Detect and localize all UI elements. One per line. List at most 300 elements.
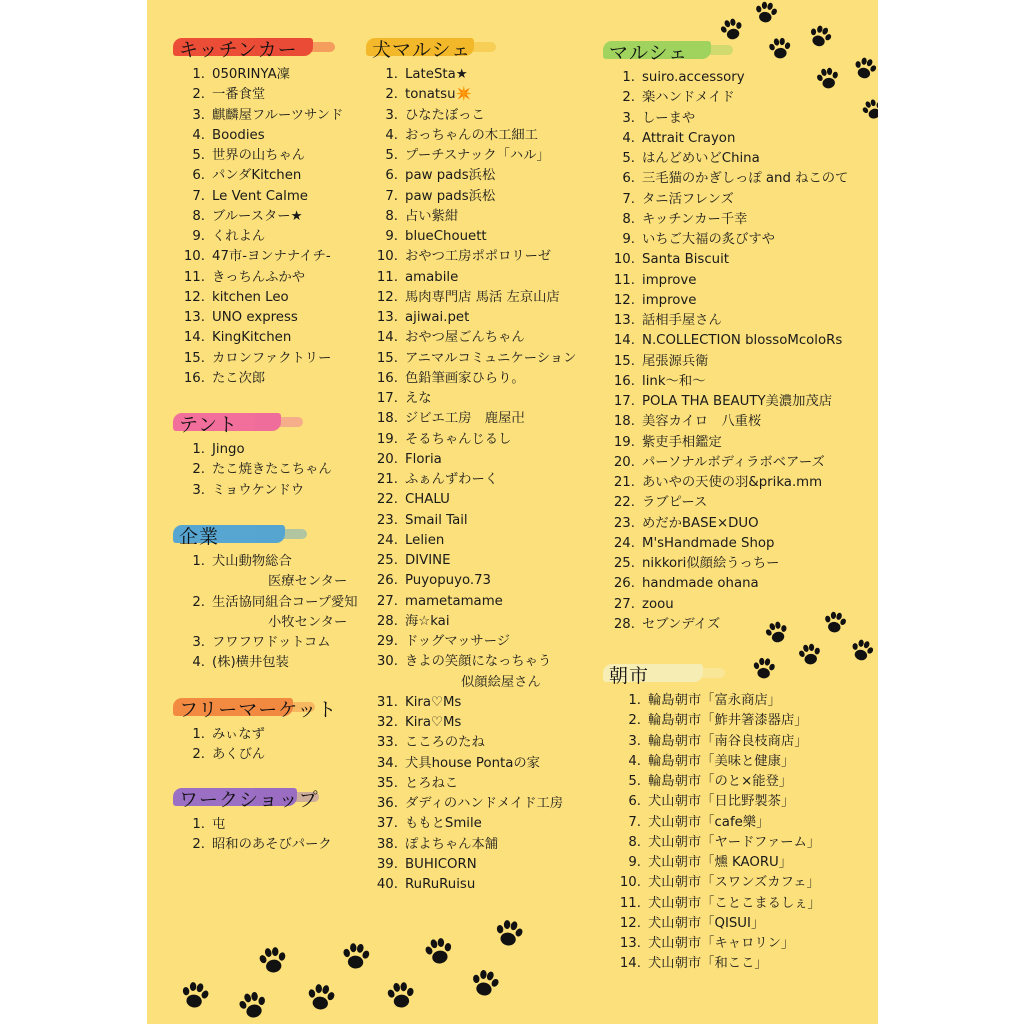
list-item: [609, 250, 848, 270]
list-item: [372, 693, 576, 713]
list-item: [372, 713, 576, 733]
item-text: paw pads浜松: [405, 168, 496, 184]
item-text: Kira♡Ms: [405, 694, 462, 710]
company-list: [179, 552, 358, 674]
item-number: 1.: [192, 727, 205, 742]
section-heading: [179, 781, 332, 815]
item-number: 7.: [628, 814, 641, 830]
item-number: 2.: [622, 90, 635, 106]
paw-print-icon: [751, 0, 781, 28]
item-text: プーチスナック「ハル」: [405, 148, 550, 163]
item-number: 25.: [613, 556, 635, 571]
item-text: M'sHandmade Shop: [642, 535, 775, 551]
item-text: Boodies: [212, 127, 265, 143]
item-text: ダディのハンドメイド工房: [405, 796, 564, 811]
item-number: 25.: [376, 553, 398, 568]
list-item: [179, 815, 332, 835]
section-company: [179, 518, 358, 674]
paw-print-icon: [846, 635, 878, 667]
section-title: 企業: [179, 525, 220, 548]
paw-print-icon: [490, 915, 527, 952]
item-number: 9.: [192, 229, 205, 244]
item-number: 1.: [192, 817, 205, 832]
section-title: フリーマーケット: [179, 698, 338, 721]
list-item: [615, 752, 821, 772]
item-text: 輪島朝市「美味と健康」: [648, 753, 795, 769]
item-text: RuRuRuisu: [405, 877, 476, 892]
item-number: 12.: [619, 915, 641, 931]
item-text: おやつ屋ごんちゃん: [405, 330, 525, 346]
item-number: 30.: [376, 654, 398, 670]
list-item: [609, 352, 848, 372]
list-item: [372, 774, 576, 794]
item-text: カロンファクトリー: [212, 350, 332, 366]
list-item: [609, 129, 848, 149]
list-item: [372, 106, 576, 126]
section-title: マルシェ: [609, 41, 689, 64]
section-flea-market: [179, 691, 337, 766]
item-text: Smail Tail: [405, 512, 468, 528]
item-text: 犬山朝市「cafe樂」: [648, 814, 770, 830]
list-item: [609, 230, 848, 250]
list-item: [615, 813, 821, 833]
item-text: 馬肉専門店 馬活 左京山店: [405, 289, 560, 305]
paw-print-icon: [255, 943, 291, 979]
item-number: 21.: [376, 472, 398, 487]
item-number: 27.: [613, 596, 635, 612]
list-item: [179, 146, 343, 166]
item-text: Kira♡Ms: [405, 715, 462, 730]
item-text: improve: [642, 272, 697, 288]
item-text: 世界の山ちゃん: [212, 148, 306, 163]
poster: [147, 0, 878, 1024]
item-number: 35.: [376, 775, 398, 791]
item-text: アニマルコミュニケーション: [405, 350, 577, 366]
item-number: 4.: [192, 655, 205, 671]
workshop-list: [179, 815, 332, 856]
item-number: 5.: [628, 774, 641, 789]
paw-print-icon: [466, 965, 504, 1003]
list-item: [615, 833, 821, 853]
item-number: 37.: [376, 816, 398, 832]
list-item: [372, 632, 576, 652]
list-item: [372, 490, 576, 510]
list-item: [609, 311, 848, 331]
list-item: [179, 227, 343, 247]
list-item: [609, 534, 848, 554]
list-item: [609, 514, 848, 534]
list-item: [179, 481, 332, 501]
item-number: 8.: [628, 834, 641, 850]
item-text: amabile: [405, 269, 459, 285]
item-number: 33.: [376, 735, 398, 751]
item-number: 26.: [613, 576, 635, 592]
list-item: [609, 412, 848, 432]
item-number: 10.: [183, 249, 205, 265]
item-text: 楽ハンドメイド: [642, 90, 735, 106]
list-item: [179, 552, 358, 593]
item-number: 24.: [613, 535, 635, 551]
list-item: [615, 934, 821, 954]
item-text: タニ活フレンズ: [642, 191, 734, 207]
list-item: [179, 207, 343, 227]
list-item: [372, 85, 576, 105]
item-text: suiro.accessory: [642, 70, 745, 85]
list-item: [372, 835, 576, 855]
list-item: [372, 733, 576, 753]
item-number: 13.: [619, 936, 641, 951]
paw-print-icon: [766, 35, 794, 63]
item-text: くれよん: [212, 229, 266, 244]
item-number: 26.: [376, 573, 398, 589]
list-item: [372, 794, 576, 814]
item-text: improve: [642, 292, 697, 308]
list-item: [179, 126, 343, 146]
item-text: 輪島朝市「富永商店」: [648, 693, 781, 708]
list-item: [609, 392, 848, 412]
section-asaichi: [609, 657, 821, 975]
list-item: [179, 633, 358, 653]
list-item: [609, 291, 848, 311]
item-text: 犬山朝市「日比野製茶」: [648, 794, 795, 810]
item-text: mametamame: [405, 593, 503, 609]
list-item: [615, 792, 821, 812]
list-item: [179, 268, 343, 288]
item-text: セブンデイズ: [642, 616, 721, 632]
item-number: 18.: [376, 411, 398, 427]
list-item: [372, 531, 576, 551]
item-text: はんどめいどChina: [642, 151, 760, 166]
list-item: [179, 725, 337, 745]
item-text: 犬山朝市「QISUI」: [648, 915, 765, 931]
section-heading: [372, 31, 576, 65]
item-number: 40.: [376, 877, 398, 892]
item-text: たこ焼きたこちゃん: [212, 462, 332, 478]
item-number: 5.: [192, 148, 205, 163]
list-item: [179, 65, 343, 85]
list-item: [372, 328, 576, 348]
item-number: 19.: [613, 434, 635, 450]
item-number: 22.: [613, 495, 635, 511]
item-text: キッチンカー千幸: [642, 211, 748, 227]
item-text: 050RINYA凜: [212, 67, 290, 82]
paw-print-icon: [420, 933, 457, 970]
item-number: 7.: [385, 188, 398, 204]
list-item: [615, 954, 821, 974]
item-number: 3.: [192, 107, 205, 123]
item-number: 8.: [622, 211, 635, 227]
item-number: 20.: [376, 451, 398, 467]
item-text: おやつ工房ポポロリーゼ: [405, 249, 551, 265]
item-text: UNO express: [212, 310, 298, 325]
item-number: 1.: [622, 70, 635, 85]
item-number: 10.: [613, 252, 635, 268]
list-item: [615, 732, 821, 752]
item-text: 犬具house Pontaの家: [405, 755, 540, 771]
item-text: kitchen Leo: [212, 289, 289, 305]
item-number: 5.: [385, 148, 398, 163]
item-text: nikkori似顔絵うっちー: [642, 556, 780, 571]
item-number: 3.: [192, 482, 205, 498]
item-number: 22.: [376, 492, 398, 508]
item-number: 27.: [376, 593, 398, 609]
item-text: KingKitchen: [212, 330, 292, 346]
item-text: DIVINE: [405, 553, 451, 568]
list-item: [179, 308, 343, 328]
list-item: [609, 88, 848, 108]
item-text: ミョウケンドウ: [212, 482, 305, 498]
item-number: 14.: [183, 330, 205, 346]
item-text: 屯: [212, 817, 226, 832]
item-number: 28.: [376, 613, 398, 629]
item-text: しーまや: [642, 110, 696, 126]
item-text: めだかBASE×DUO: [642, 515, 759, 531]
item-text: あくびん: [212, 747, 266, 763]
item-text: そるちゃんじるし: [405, 431, 512, 447]
item-number: 18.: [613, 414, 635, 430]
item-text: 色鉛筆画家ひらり。: [405, 370, 525, 386]
list-item: [372, 247, 576, 267]
item-text: ふぁんずわーく: [405, 472, 499, 487]
section-kitchen-car: [179, 31, 343, 389]
section-inu-marche: [372, 31, 576, 895]
list-item: [372, 511, 576, 531]
item-text: パーソナルボディラボベアーズ: [642, 454, 825, 470]
item-number: 13.: [183, 310, 205, 325]
item-text: Lelien: [405, 532, 445, 548]
item-text: link〜和〜: [642, 373, 706, 389]
section-heading: [179, 31, 343, 65]
paw-print-icon: [750, 655, 778, 683]
item-number: 6.: [192, 168, 205, 184]
section-heading: [179, 691, 337, 725]
kitchen-car-list: [179, 65, 343, 389]
list-item: [372, 126, 576, 146]
list-item: [179, 85, 343, 105]
paw-print-icon: [795, 640, 825, 670]
item-text: ジビエ工房 鹿屋卍: [405, 411, 525, 427]
section-title: 朝市: [609, 664, 650, 687]
list-item: [179, 460, 332, 480]
list-item: [179, 288, 343, 308]
list-item: [179, 440, 332, 460]
list-item: [372, 207, 576, 227]
item-text: ajiwai.pet: [405, 310, 470, 325]
item-number: 28.: [613, 616, 635, 632]
list-item: [179, 328, 343, 348]
item-number: 2.: [192, 87, 205, 103]
list-item: [372, 268, 576, 288]
list-item: [372, 65, 576, 85]
list-item: [372, 227, 576, 247]
item-text: 海☆kai: [405, 613, 450, 629]
list-item: [372, 308, 576, 328]
item-text: POLA THA BEAUTY美濃加茂店: [642, 394, 833, 409]
list-item: [179, 349, 343, 369]
item-number: 2.: [192, 837, 205, 853]
item-text: あいやの天使の羽&prika.mm: [642, 475, 823, 490]
paw-print-icon: [339, 940, 374, 975]
item-number: 9.: [628, 855, 641, 870]
item-text: handmade ohana: [642, 576, 759, 592]
item-text: ぽよちゃん本舗: [405, 836, 499, 852]
item-number: 11.: [183, 269, 205, 285]
list-item: [615, 772, 821, 792]
list-item: [372, 146, 576, 166]
item-text: 話相手屋さん: [642, 313, 722, 328]
list-item: [372, 612, 576, 632]
item-number: 10.: [376, 249, 398, 265]
item-text: きよの笑顔になっちゃう: [405, 654, 552, 670]
item-number: 21.: [613, 475, 635, 490]
list-item: [179, 187, 343, 207]
item-text: 生活協同組合コープ愛知: [212, 594, 358, 610]
list-item: [615, 711, 821, 731]
item-text: 紫吏手相鑑定: [642, 434, 722, 450]
item-text: みぃなず: [212, 727, 265, 742]
item-number: 9.: [385, 229, 398, 244]
item-number: 3.: [628, 733, 641, 749]
item-number: 16.: [376, 370, 398, 386]
item-number: 6.: [385, 168, 398, 184]
item-text: たこ次郎: [212, 370, 266, 386]
item-text: 昭和のあそびパーク: [212, 837, 332, 853]
item-text: paw pads浜松: [405, 188, 496, 204]
item-number: 23.: [376, 512, 398, 528]
section-heading: [609, 657, 821, 691]
item-text: 犬山朝市「ヤードファーム」: [648, 834, 821, 850]
item-text: ドッグマッサージ: [405, 634, 511, 649]
flea-market-list: [179, 725, 337, 766]
list-item: [179, 247, 343, 267]
item-number: 2.: [385, 87, 398, 103]
list-item: [609, 149, 848, 169]
list-item: [609, 554, 848, 574]
item-number: 13.: [613, 313, 635, 328]
item-number: 2.: [192, 594, 205, 610]
item-number: 11.: [376, 269, 398, 285]
item-number: 29.: [376, 634, 398, 649]
list-item: [615, 691, 821, 711]
item-number: 16.: [183, 370, 205, 386]
item-number: 14.: [619, 956, 641, 972]
item-text: 尾張源兵衛: [642, 353, 709, 369]
item-text-continued: 小牧センター: [268, 614, 348, 630]
list-item: [372, 592, 576, 612]
item-number: 14.: [613, 333, 635, 349]
item-text: 犬山朝市「燻 KAORU」: [648, 855, 793, 870]
paw-print-icon: [234, 987, 272, 1024]
item-number: 2.: [628, 713, 641, 729]
item-number: 3.: [622, 110, 635, 126]
paw-print-icon: [849, 53, 878, 85]
item-text: とろねこ: [405, 775, 459, 791]
item-text: えな: [405, 391, 432, 406]
item-number: 20.: [613, 454, 635, 470]
item-text: おっちゃんの木工細工: [405, 127, 538, 143]
list-item: [609, 109, 848, 129]
list-item: [372, 430, 576, 450]
list-item: [609, 169, 848, 189]
item-number: 1.: [192, 67, 205, 82]
item-text: zoou: [642, 596, 674, 612]
item-text: 一番食堂: [212, 87, 266, 103]
item-number: 17.: [613, 394, 635, 409]
item-number: 23.: [613, 515, 635, 531]
list-item: [609, 190, 848, 210]
list-item: [372, 855, 576, 875]
item-number: 5.: [622, 151, 635, 166]
item-text: 占い紫紺: [405, 208, 459, 224]
item-text: 47市-ヨンナナイチ-: [212, 249, 331, 265]
item-number: 12.: [183, 289, 205, 305]
paw-print-icon: [176, 977, 213, 1014]
list-item: [372, 814, 576, 834]
section-title: キッチンカー: [179, 38, 298, 61]
item-number: 1.: [192, 442, 205, 457]
marche-list: [609, 68, 848, 635]
list-item: [609, 271, 848, 291]
item-number: 14.: [376, 330, 398, 346]
item-text: 美容カイロ 八重桜: [642, 414, 762, 430]
item-text: Floria: [405, 451, 442, 467]
item-number: 7.: [192, 188, 205, 204]
list-item: [179, 369, 343, 389]
item-text: 犬山動物総合: [212, 554, 292, 569]
list-item: [615, 873, 821, 893]
item-number: 39.: [376, 856, 398, 872]
item-text: 輪島朝市「鮓井箸漆器店」: [648, 713, 808, 729]
item-text: 輪島朝市「のと×能登」: [648, 774, 793, 789]
item-text: フワフワドットコム: [212, 635, 331, 650]
item-number: 1.: [385, 67, 398, 82]
item-number: 11.: [619, 895, 641, 911]
item-text: ひなたぼっこ: [405, 107, 485, 123]
paw-print-icon: [820, 608, 850, 638]
section-heading: [179, 406, 332, 440]
item-text: BUHICORN: [405, 856, 477, 872]
list-item: [372, 470, 576, 490]
asaichi-list: [609, 691, 821, 975]
item-number: 8.: [385, 208, 398, 224]
item-text: (株)横井包装: [212, 655, 289, 671]
item-number: 4.: [192, 127, 205, 143]
list-item: [609, 595, 848, 615]
paw-print-icon: [858, 95, 878, 126]
item-number: 15.: [183, 350, 205, 366]
item-text: Santa Biscuit: [642, 252, 729, 268]
item-number: 12.: [613, 292, 635, 308]
list-item: [179, 835, 332, 855]
item-number: 24.: [376, 532, 398, 548]
item-number: 10.: [619, 875, 641, 891]
item-number: 4.: [385, 127, 398, 143]
section-workshop: [179, 781, 332, 856]
item-text: いちご大福の炙びすや: [642, 232, 775, 247]
list-item: [609, 210, 848, 230]
item-number: 1.: [628, 693, 641, 708]
item-number: 16.: [613, 373, 635, 389]
item-number: 3.: [385, 107, 398, 123]
item-number: 2.: [192, 747, 205, 763]
list-item: [615, 914, 821, 934]
list-item: [372, 551, 576, 571]
item-text-continued: 似顔絵屋さん: [461, 674, 541, 690]
list-item: [372, 369, 576, 389]
section-marche: [609, 34, 848, 635]
item-text: きっちんふかや: [212, 269, 306, 285]
item-number: 11.: [613, 272, 635, 288]
